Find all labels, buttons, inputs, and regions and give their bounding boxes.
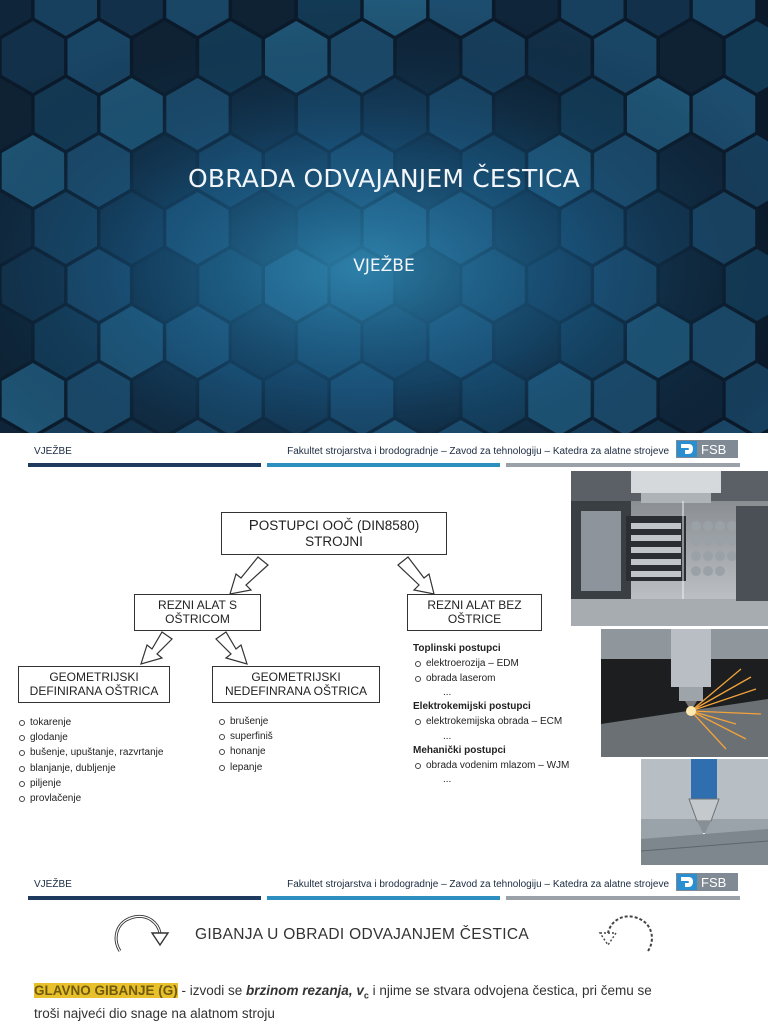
text-part: troši najveći dio snage na alatnom stroju (34, 1005, 275, 1021)
header-bar-teal (267, 896, 500, 900)
waterjet-photo (641, 759, 768, 865)
with-edge-box: REZNI ALAT S OŠTRICOM (134, 594, 261, 631)
slide3-heading: GIBANJA U OBRADI ODVAJANJEM ČESTICA (195, 926, 530, 943)
thermal-list (414, 656, 603, 686)
electrochem-list (414, 714, 603, 729)
list-item: obrada vodenim mlazom – WJM (414, 758, 603, 773)
cutting-speed-phrase: brzinom rezanja, v (246, 983, 364, 998)
arrow-down-right (398, 557, 434, 594)
no-edge-process-lists (413, 641, 603, 786)
list-item: elektroerozija – EDM (414, 656, 603, 671)
main-motion-term: GLAVNO GIBANJE (G) (34, 983, 178, 998)
arrow-down-left (230, 557, 268, 594)
undefined-process-list (218, 714, 338, 775)
thermal-more: ... (443, 687, 452, 699)
defined-process-list (18, 715, 208, 806)
list-item: blanjanje, dubljenje (18, 761, 208, 776)
logo-text: FSB (701, 875, 727, 890)
main-motion-text (34, 982, 734, 1023)
header-bar-gray (506, 896, 740, 900)
list-item: superfiniš (218, 729, 338, 744)
root-process-box: POSTUPCI OOČ (DIN8580) STROJNI (221, 512, 447, 555)
mechanical-more: ... (443, 773, 452, 785)
arrow-to-undefined (216, 632, 247, 664)
rotation-arrow-icon (110, 911, 170, 957)
cutting-speed-subscript: c (363, 990, 369, 1001)
list-item: glodanje (18, 730, 208, 745)
arrow-to-defined (141, 632, 172, 664)
electrochem-title: Elektrokemijski postupci (413, 701, 531, 713)
edm-machine-photo (571, 471, 768, 626)
text-part: - izvodi se (177, 983, 247, 998)
laser-cutting-photo (601, 629, 768, 757)
header-faculty-text: Fakultet strojarstva i brodogradnje – Zavod za tehnologiju – Katedra za alatne strojeve (287, 879, 669, 890)
mechanical-title: Mehanički postupci (413, 744, 506, 756)
list-item: piljenje (18, 776, 208, 791)
defined-edge-box: GEOMETRIJSKI DEFINIRANA OŠTRICA (18, 666, 170, 703)
text-part: i njime se stvara odvojena čestica, pri čemu se (368, 983, 652, 998)
list-item: honanje (218, 744, 338, 759)
list-item: bušenje, upuštanje, razvrtanje (18, 745, 208, 760)
electrochem-more: ... (443, 730, 452, 742)
header-section-label: VJEŽBE (34, 879, 72, 890)
mechanical-list (414, 758, 603, 773)
slide-header (0, 869, 768, 905)
fsb-logo (676, 873, 738, 891)
without-edge-box: REZNI ALAT BEZ OŠTRICE (407, 594, 542, 631)
header-faculty-text: Fakultet strojarstva i brodogradnje – Zavod za tehnologiju – Katedra za alatne strojeve (287, 446, 669, 457)
undefined-edge-box: GEOMETRIJSKI NEDEFINRANA OŠTRICA (212, 666, 380, 703)
feed-arrow-icon (598, 911, 658, 957)
header-bar-navy (28, 896, 261, 900)
thermal-title: Toplinski postupci (413, 643, 501, 654)
header-section-label: VJEŽBE (34, 446, 72, 457)
list-item: tokarenje (18, 715, 208, 730)
logo-text: FSB (701, 442, 727, 457)
presentation-title: OBRADA ODVAJANJEM ČESTICA (188, 164, 580, 193)
list-item: provlačenje (18, 791, 208, 806)
list-item: obrada laserom (414, 671, 603, 686)
list-item: lepanje (218, 760, 338, 775)
list-item: brušenje (218, 714, 338, 729)
presentation-subtitle: VJEŽBE (353, 256, 415, 276)
list-item: elektrokemijska obrada – ECM (414, 714, 603, 729)
